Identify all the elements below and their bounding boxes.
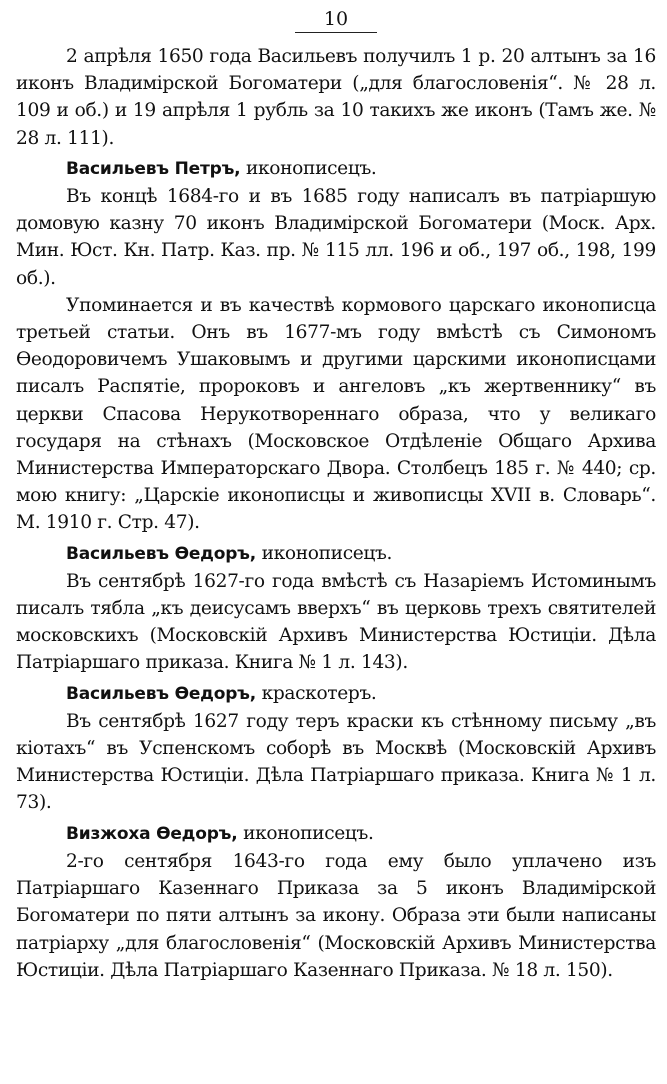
- header-rule: [295, 32, 377, 33]
- entry-role: краскотеръ.: [261, 682, 377, 704]
- page-number: 10: [323, 8, 349, 30]
- paragraph-vasiliev-fedor-iconpainter: Въ сентябрѣ 1627-го года вмѣстѣ съ Назаріемъ Истоминымъ писалъ тябла „къ деисусамъ вверхъ“ въ церковь трехъ святителей московскихъ (Московскій Архивъ Министерства Юстиціи. Дѣла Патріаршаго приказа. Книга № 1 л. 143).: [16, 570, 656, 674]
- entry-name: Васильевъ Ѳедоръ,: [66, 683, 256, 704]
- entry-name: Васильевъ Ѳедоръ,: [66, 543, 256, 564]
- paragraph-vasiliev-payments: 2 апрѣля 1650 года Васильевъ получилъ 1 р. 20 алтынъ за 16 иконъ Владимірской Богоматери („для благословенія“. № 28 л. 109 и об.) и 19 апрѣля 1 рубль за 10 такихъ же иконъ (Тамъ же. № 28 л. 111).: [16, 46, 656, 149]
- entry-heading-vasiliev-petr: [16, 155, 656, 183]
- entry-heading-vasiliev-fedor-paintgrinder: [16, 680, 656, 708]
- entry-name: Визжоха Ѳедоръ,: [66, 823, 238, 844]
- paragraph-vasiliev-petr-2: Упоминается и въ качествѣ кормового царскаго иконописца третьей статьи. Онъ въ 1677-мъ году вмѣстѣ съ Симономъ Ѳеодоровичемъ Ушаковымъ и другими царскими иконописцами писалъ Распятіе, пророковъ и ангеловъ „къ жертвеннику“ въ церкви Спасова Нерукотвореннаго образа, что у великаго государя на стѣнахъ (Московское Отдѣленіе Общаго Архива Министерства Императорскаго Двора. Столбецъ 185 г. № 440; ср. мою книгу: „Царскіе иконописцы и живописцы XVII в. Словарь“. М. 1910 г. Стр. 47).: [16, 294, 656, 534]
- entry-name: Васильевъ Петръ,: [66, 158, 241, 179]
- document-page: [16, 6, 656, 984]
- entry-role: иконописецъ.: [261, 542, 393, 564]
- paragraph-vasiliev-petr-1: Въ концѣ 1684-го и въ 1685 году написалъ въ патріаршую домовую казну 70 иконъ Владимірской Богоматери (Моск. Арх. Мин. Юст. Кн. Патр. Каз. пр. № 115 лл. 196 и об., 197 об., 198, 199 об.).: [16, 186, 656, 289]
- paragraph-vizzhokha-fedor: 2-го сентября 1643-го года ему было уплачено изъ Патріаршаго Казеннаго Приказа за 5 иконъ Владимірской Богоматери по пяти алтынъ за икону. Образа эти были написаны патріарху „для благословенія“ (Московскій Архивъ Министерства Юстиціи. Дѣла Патріаршаго Казеннаго Приказа. № 18 л. 150).: [16, 850, 656, 981]
- entry-role: иконописецъ.: [243, 822, 374, 844]
- entry-heading-vizzhokha-fedor: [16, 820, 656, 848]
- entry-heading-vasiliev-fedor-iconpainter: [16, 540, 656, 568]
- entry-role: иконописецъ.: [245, 157, 377, 179]
- paragraph-vasiliev-fedor-paintgrinder: Въ сентябрѣ 1627 году теръ краски къ стѣнному письму „въ кіотахъ“ въ Успенскомъ соборѣ въ Москвѣ (Московскій Архивъ Министерства Юстиціи. Дѣла Патріаршаго приказа. Книга № 1 л. 73).: [16, 710, 656, 814]
